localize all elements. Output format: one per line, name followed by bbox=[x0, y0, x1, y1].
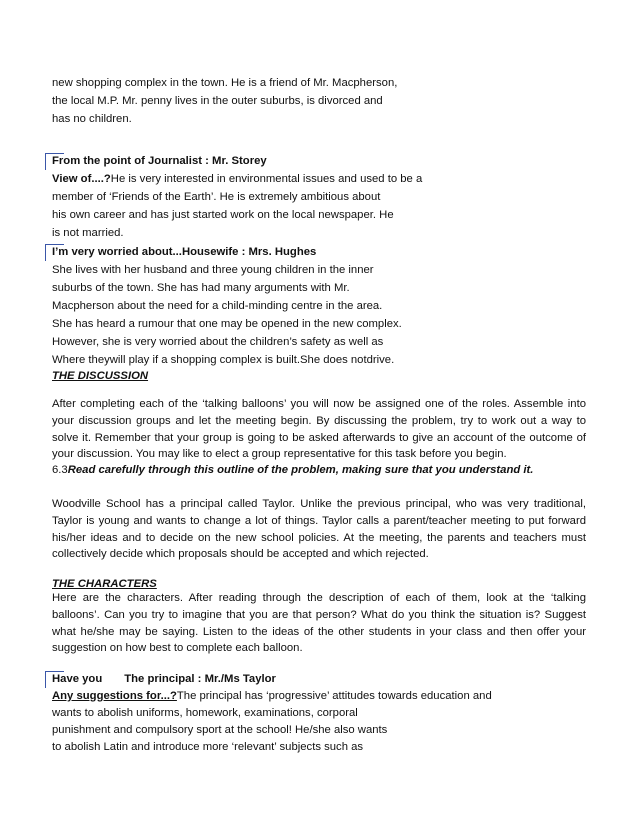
journalist-first-line: He is very interested in environmental issues and used to be a bbox=[110, 173, 423, 185]
principal-line: punishment and compulsory sport at the school! He/she also wants bbox=[52, 724, 388, 736]
housewife-line: Macpherson about the need for a child-minding centre in the area. bbox=[52, 300, 383, 312]
journalist-line: his own career and has just started work on the local newspaper. He bbox=[52, 209, 394, 221]
journalist-balloon-text: View of....? bbox=[52, 173, 111, 185]
housewife-balloon-text: I’m very worried about... bbox=[52, 246, 182, 258]
housewife-line: She has heard a rumour that one may be opened in the new complex. bbox=[52, 318, 402, 330]
housewife-line: suburbs of the town. She has had many arguments with Mr. bbox=[52, 282, 350, 294]
journalist-title: From the point of Journalist : Mr. Storey bbox=[52, 155, 267, 167]
housewife-line: However, she is very worried about the children’s safety as well as bbox=[52, 336, 384, 348]
principal-title: The principal : Mr./Ms Taylor bbox=[124, 673, 276, 685]
principal-line: wants to abolish uniforms, homework, examinations, corporal bbox=[52, 707, 358, 719]
principal-first-line: The principal has ‘progressive’ attitudes towards education and bbox=[176, 690, 492, 702]
journalist-line: member of ‘Friends of the Earth’. He is extremely ambitious about bbox=[52, 191, 381, 203]
journalist-line bbox=[52, 171, 422, 187]
discussion-instruction bbox=[52, 462, 533, 478]
intro-line: the local M.P. Mr. penny lives in the outer suburbs, is divorced and bbox=[52, 95, 383, 107]
housewife-line: She lives with her husband and three young children in the inner bbox=[52, 264, 374, 276]
outline-paragraph: Woodville School has a principal called Taylor. Unlike the previous principal, who was very traditional, Taylor is young and wants to change a lot of things. Taylor calls a parent/teacher meeting to put forward his/her ideas and to decide on the new school policies. At the meeting, the parents and teachers must collectively decide which proposals should be accepted and which rejected. bbox=[52, 498, 586, 561]
characters-paragraph: Here are the characters. After reading through the description of each of them, look at the ‘talking balloons’. Can you try to imagine that you are that person? What do you think the situation is? Suggest what he/she may be saying. Listen to the ideas of the other students in your class and then offer your suggestion on how best to complete each balloon. bbox=[52, 592, 586, 655]
housewife-heading bbox=[52, 244, 316, 260]
instruction-text: Read carefully through this outline of the problem, making sure that you understand it. bbox=[67, 464, 534, 476]
intro-line: new shopping complex in the town. He is a friend of Mr. Macpherson, bbox=[52, 77, 398, 89]
housewife-line: Where theywill play if a shopping complex is built.She does notdrive. bbox=[52, 354, 395, 366]
principal-heading bbox=[52, 671, 276, 687]
principal-balloon-line2: Any suggestions for...? bbox=[52, 690, 177, 702]
principal-balloon-line1: Have you bbox=[52, 673, 103, 685]
journalist-line: is not married. bbox=[52, 227, 124, 239]
intro-line: has no children. bbox=[52, 113, 132, 125]
principal-line: to abolish Latin and introduce more ‘relevant’ subjects such as bbox=[52, 741, 364, 753]
discussion-heading: THE DISCUSSION bbox=[52, 370, 149, 382]
instruction-number: 6.3 bbox=[52, 464, 68, 476]
principal-line bbox=[52, 688, 492, 704]
characters-heading: THE CHARACTERS bbox=[52, 578, 157, 590]
housewife-title: Housewife : Mrs. Hughes bbox=[181, 246, 317, 258]
discussion-paragraph: After completing each of the ‘talking balloons’ you will now be assigned one of the roles. Assemble into your discussion groups and let the meeting begin. By discussing the problem, try to work out a way to solve it. Remember that your group is going to be asked afterwards to give an account of the outcome of your discussion. You may like to elect a group representative for this task before you begin. bbox=[52, 398, 586, 461]
